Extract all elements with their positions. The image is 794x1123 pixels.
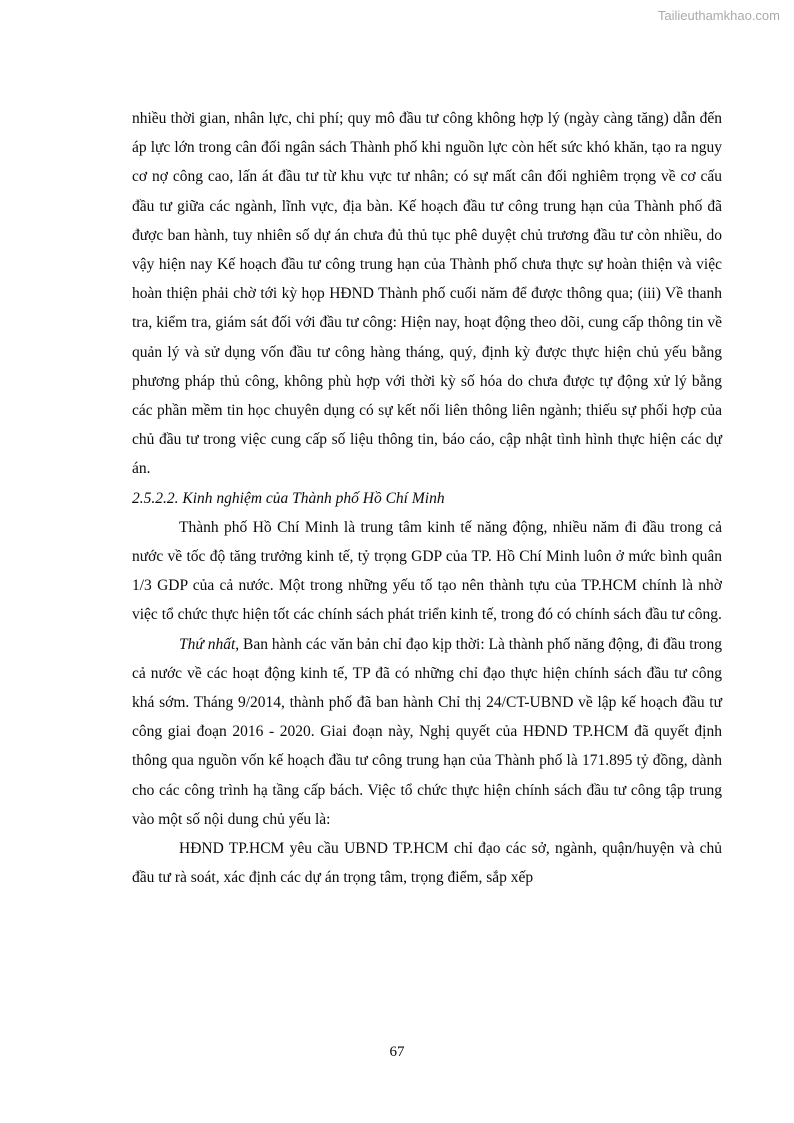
page-number: 67 bbox=[389, 1044, 405, 1060]
watermark-text: Tailieuthamkhao.com bbox=[657, 8, 780, 23]
section-heading: 2.5.2.2. Kinh nghiệm của Thành phố Hồ Chí Minh bbox=[132, 489, 445, 507]
paragraph bbox=[132, 630, 722, 834]
paragraph: Thành phố Hồ Chí Minh là trung tâm kinh tế năng động, nhiều năm đi đầu trong cả nước về tốc độ tăng trưởng kinh tế, tỷ trọng GDP của TP. Hồ Chí Minh luôn ở mức bình quân 1/3 GDP của cả nước. Một trong những yếu tố tạo nên thành tựu của TP.HCM chính là nhờ việc tổ chức thực hiện tốt các chính sách phát triển kinh tế, trong đó có chính sách đầu tư công. bbox=[132, 518, 722, 624]
page-content bbox=[132, 104, 722, 892]
paragraph-continuation: nhiều thời gian, nhân lực, chi phí; quy mô đầu tư công không hợp lý (ngày càng tăng) dẫn đến áp lực lớn trong cân đối ngân sách Thành phố khi nguồn lực còn hết sức khó khăn, tạo ra nguy cơ nợ công cao, lấn át đầu tư từ khu vực tư nhân; có sự mất cân đối nghiêm trọng về cơ cấu đầu tư giữa các ngành, lĩnh vực, địa bàn. Kế hoạch đầu tư công trung hạn của Thành phố đã được ban hành, tuy nhiên số dự án chưa đủ thủ tục phê duyệt chủ trương đầu tư còn nhiều, do vậy hiện nay Kế hoạch đầu tư công trung hạn của Thành phố chưa thực sự hoàn thiện và việc hoàn thiện phải chờ tới kỳ họp HĐND Thành phố cuối năm để được thông qua; (iii) Về thanh tra, kiểm tra, giám sát đối với đầu tư công: Hiện nay, hoạt động theo dõi, cung cấp thông tin về quản lý và sử dụng vốn đầu tư công hàng tháng, quý, định kỳ được thực hiện chủ yếu bằng phương pháp thủ công, không phù hợp với thời kỳ số hóa do chưa được tự động xử lý bằng các phần mềm tin học chuyên dụng có sự kết nối liên thông liên ngành; thiếu sự phối hợp của chủ đầu tư trong việc cung cấp số liệu thông tin, báo cáo, cập nhật tình hình thực hiện các dự án. bbox=[132, 110, 722, 478]
paragraph-lead-italic: Thứ nhất bbox=[179, 635, 236, 653]
paragraph: HĐND TP.HCM yêu cầu UBND TP.HCM chỉ đạo các sở, ngành, quận/huyện và chủ đầu tư rà soát, xác định các dự án trọng tâm, trọng điểm, sắp xếp bbox=[132, 840, 722, 887]
paragraph-text: , Ban hành các văn bản chỉ đạo kịp thời: Là thành phố năng động, đi đầu trong cả nước về các hoạt động kinh tế, TP đã có những chỉ đạo thực hiện chính sách đầu tư công khá sớm. Tháng 9/2014, thành phố đã ban hành Chỉ thị 24/CT-UBND về lập kế hoạch đầu tư công giai đoạn 2016 - 2020. Giai đoạn này, Nghị quyết của HĐND TP.HCM đã quyết định thông qua nguồn vốn kế hoạch đầu tư công trung hạn của Thành phố là 171.895 tỷ đồng, dành cho các công trình hạ tầng cấp bách. Việc tổ chức thực hiện chính sách đầu tư công tập trung vào một số nội dung chủ yếu là: bbox=[132, 635, 722, 828]
